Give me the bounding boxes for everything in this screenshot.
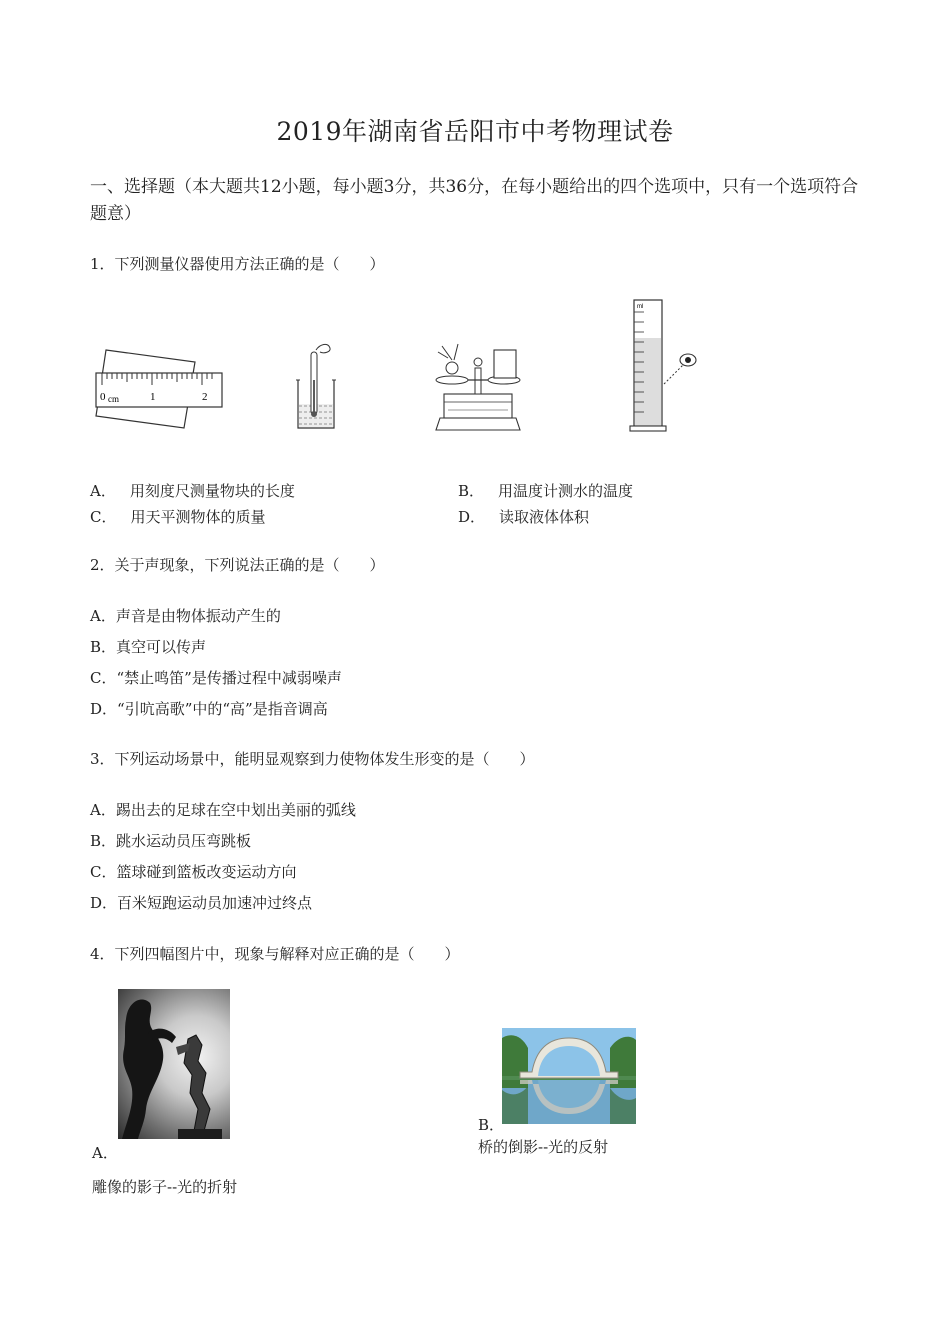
question-2-option-d: D．“引吭高歌”中的“高”是指音调高 <box>90 700 328 718</box>
graduated-cylinder-figure <box>628 298 702 434</box>
question-4-stem: 4．下列四幅图片中，现象与解释对应正确的是（ ） <box>90 945 460 963</box>
question-1-option-a <box>90 480 295 501</box>
page-title: 2019年湖南省岳阳市中考物理试卷 <box>276 117 674 146</box>
bridge-reflection-photo <box>502 1028 636 1124</box>
question-1-option-b <box>458 480 633 501</box>
cylinder-unit-label: ml <box>637 304 644 310</box>
ruler-label-two: 2 <box>202 391 208 403</box>
section-heading: 一、选择题（本大题共12小题，每小题3分，共36分，在每小题给出的四个选项中，只有一个选项符合题意） <box>90 177 859 224</box>
question-3-option-d: D．百米短跑运动员加速冲过终点 <box>90 894 313 912</box>
thermometer-beaker-figure <box>294 340 338 432</box>
question-2-option-c: C．“禁止鸣笛”是传播过程中减弱噪声 <box>90 669 342 687</box>
question-1-stem: 1．下列测量仪器使用方法正确的是（ ） <box>90 255 385 273</box>
balance-figure <box>430 338 526 434</box>
question-3-stem: 3．下列运动场景中，能明显观察到力使物体发生形变的是（ ） <box>90 750 535 768</box>
option-letter: C． <box>90 508 117 526</box>
statue-shadow-photo <box>118 989 230 1139</box>
ruler-label-one: 1 <box>150 391 156 403</box>
question-4-option-a-caption: 雕像的影子--光的折射 <box>92 1178 238 1196</box>
option-text: 用天平测物体的质量 <box>130 508 266 526</box>
ruler-label-unit: cm <box>108 394 119 404</box>
question-4-option-b-letter: B． <box>478 1116 505 1134</box>
question-3-option-b: B．跳水运动员压弯跳板 <box>90 832 252 850</box>
question-4-option-a-letter: A． <box>92 1144 118 1162</box>
question-2-option-b: B．真空可以传声 <box>90 638 207 656</box>
option-text: 用温度计测水的温度 <box>498 482 634 500</box>
option-letter: B． <box>458 482 485 500</box>
ruler-figure <box>92 342 234 434</box>
question-3-option-a: A．踢出去的足球在空中划出美丽的弧线 <box>90 801 356 819</box>
option-text: 用刻度尺测量物块的长度 <box>129 482 295 500</box>
question-4-option-b-caption: 桥的倒影--光的反射 <box>478 1138 609 1156</box>
option-letter: A． <box>90 482 116 500</box>
option-letter: D． <box>458 508 486 526</box>
question-1-option-c <box>90 506 266 527</box>
question-2-option-a: A．声音是由物体振动产生的 <box>90 607 281 625</box>
question-1-option-d <box>458 506 589 527</box>
question-3-option-c: C．篮球碰到篮板改变运动方向 <box>90 863 297 881</box>
ruler-label-zero: 0 <box>100 391 106 403</box>
question-2-stem: 2．关于声现象，下列说法正确的是（ ） <box>90 556 385 574</box>
option-text: 读取液体体积 <box>499 508 590 526</box>
